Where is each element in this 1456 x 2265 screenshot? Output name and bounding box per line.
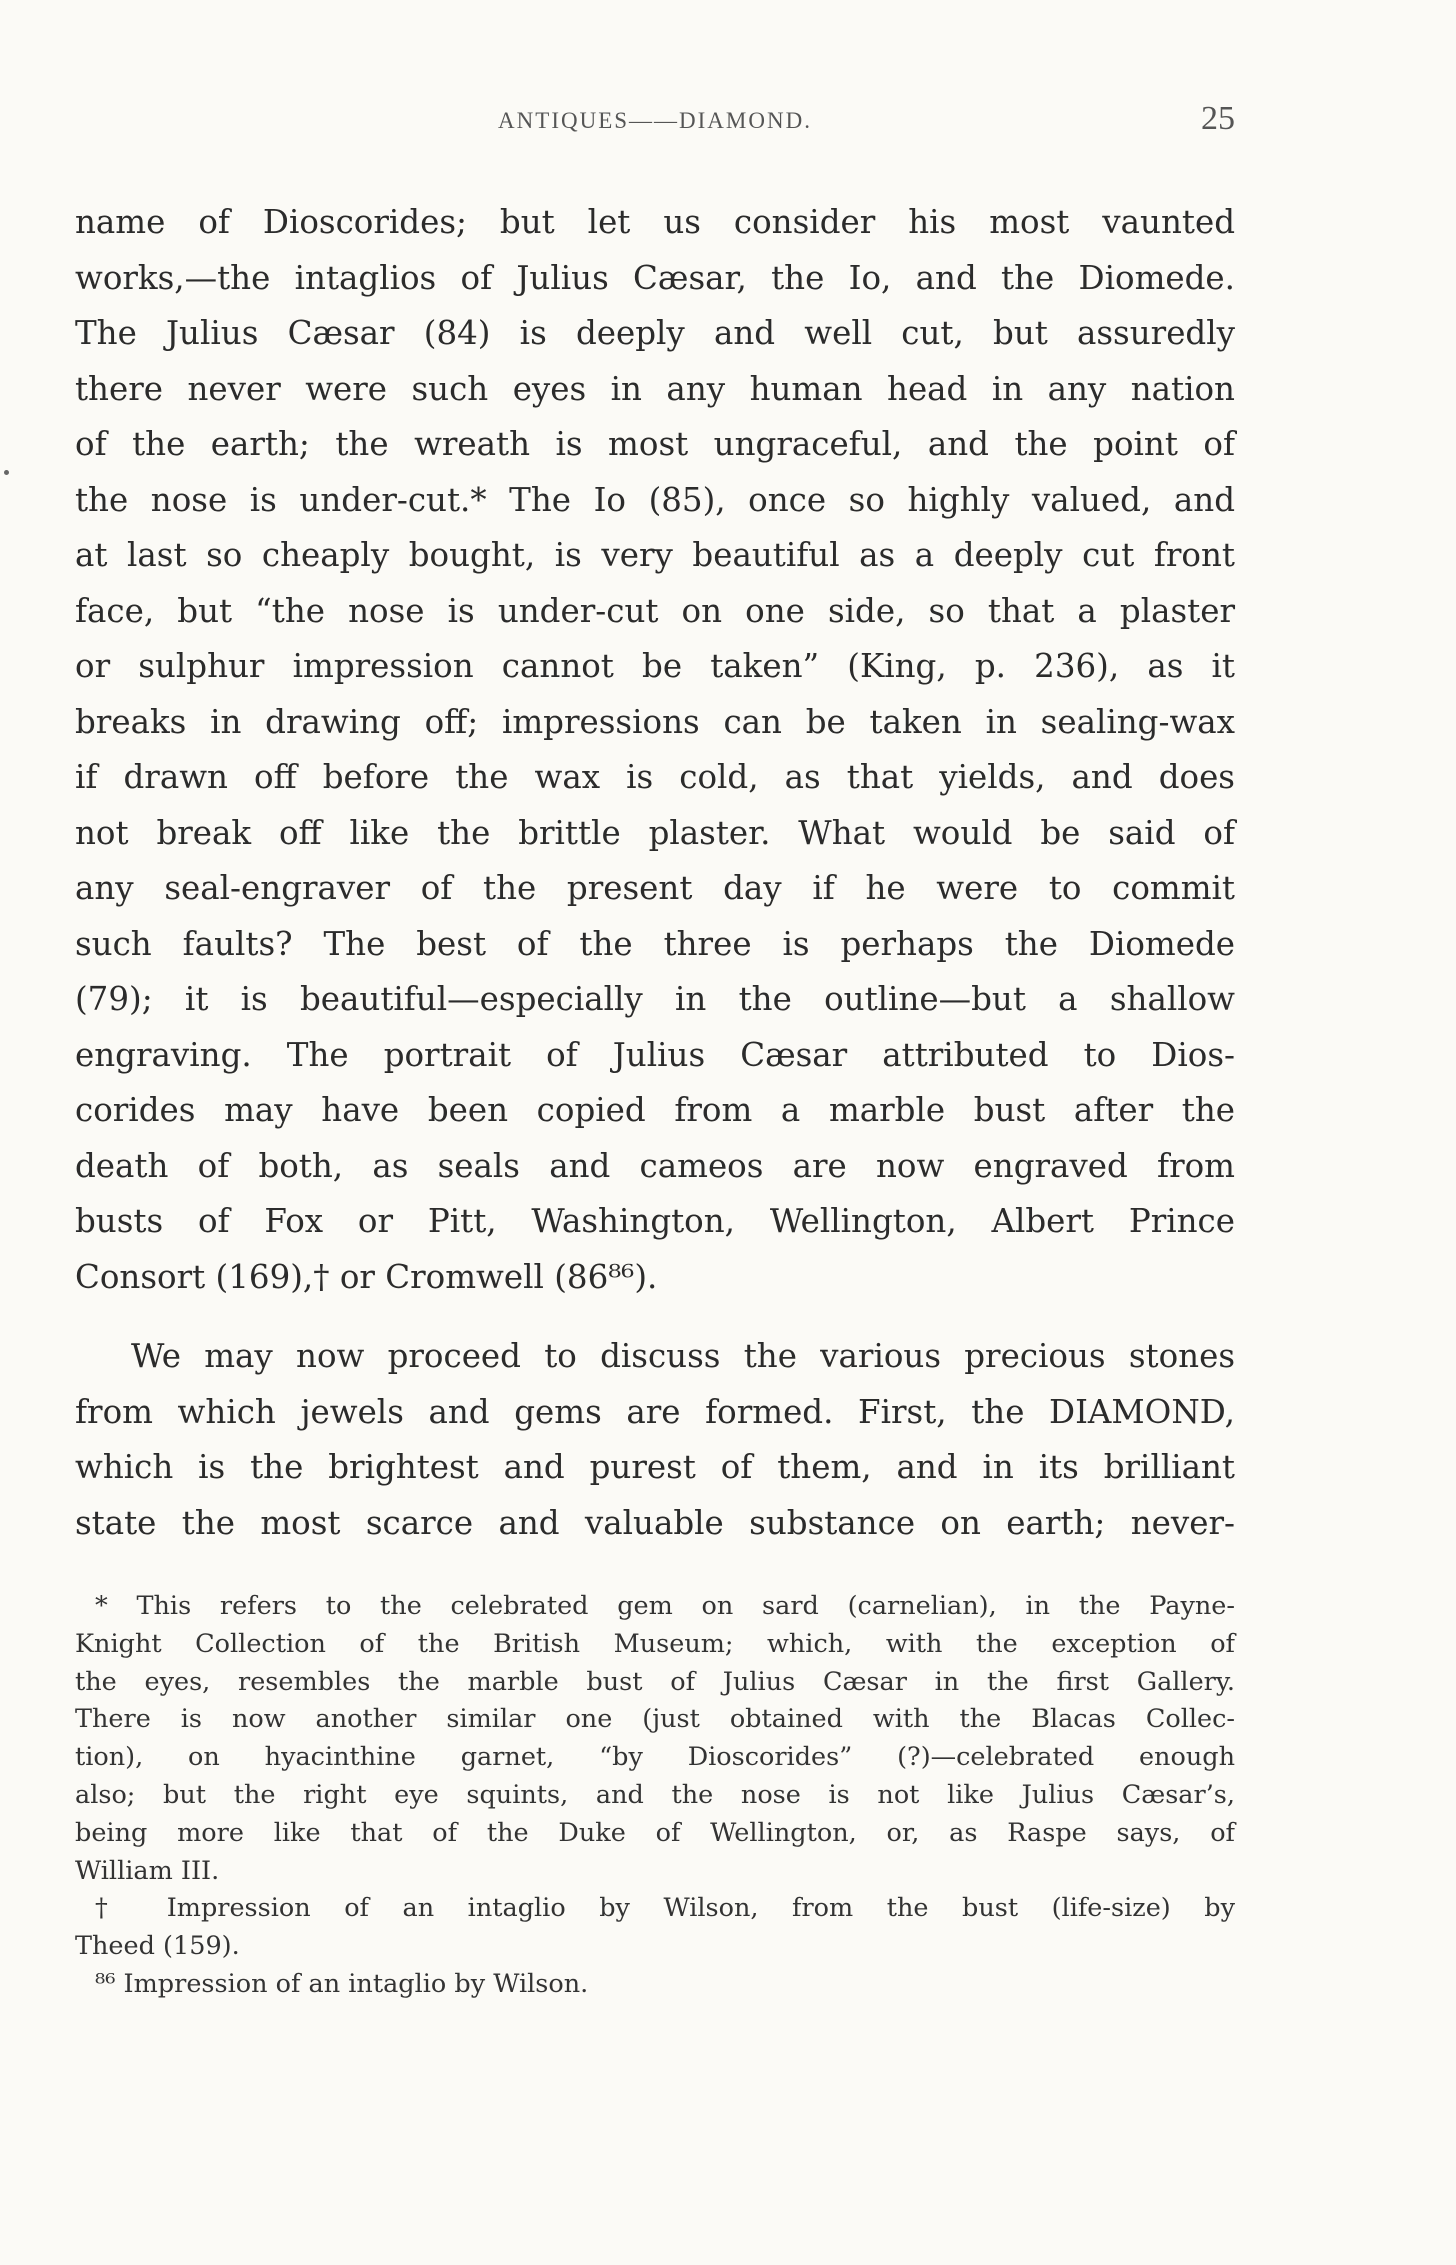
text-line: at last so cheaply bought, is very beautiful as a deeply cut front: [75, 536, 1235, 574]
footnote-line: ⁸⁶ Impression of an intaglio by Wilson.: [95, 1968, 589, 1999]
text-line: state the most scarce and valuable substance on earth; never-: [75, 1503, 1235, 1542]
text-line: corides may have been copied from a marble bust after the: [75, 1091, 1235, 1129]
text-line: death of both, as seals and cameos are now engraved from: [75, 1146, 1235, 1185]
text-line: (79); it is beautiful—especially in the outline—but a shallow: [75, 980, 1235, 1018]
text-line: from which jewels and gems are formed. First, the DIAMOND,: [75, 1392, 1235, 1431]
running-title: ANTIQUES——DIAMOND.: [498, 108, 812, 133]
body-text: [75, 195, 1235, 1551]
footnote-line: the eyes, resembles the marble bust of Julius Cæsar in the first Gallery.: [75, 1666, 1235, 1697]
running-head: [75, 100, 1235, 144]
text-line: engraving. The portrait of Julius Cæsar attributed to Dios-: [75, 1035, 1235, 1074]
page-number: 25: [1201, 100, 1235, 137]
text-line: face, but “the nose is under-cut on one side, so that a plaster: [75, 591, 1235, 630]
paragraph-gap: [75, 1305, 1235, 1329]
text-line: The Julius Cæsar (84) is deeply and well cut, but assuredly: [75, 314, 1235, 352]
footnotes: [75, 1588, 1235, 2004]
footnote-line: There is now another similar one (just obtained with the Blacas Collec-: [75, 1704, 1235, 1735]
footnote-line: also; but the right eye squints, and the nose is not like Julius Cæsar’s,: [75, 1779, 1235, 1810]
text-line: Consort (169),† or Cromwell (86⁸⁶).: [75, 1257, 658, 1296]
text-line: which is the brightest and purest of them, and in its brilliant: [75, 1448, 1235, 1486]
text-line: not break off like the brittle plaster. What would be said of: [75, 813, 1235, 852]
text-line: there never were such eyes in any human head in any nation: [75, 369, 1235, 408]
margin-mark: [4, 470, 9, 475]
text-line: name of Dioscorides; but let us consider his most vaunted: [75, 203, 1235, 241]
text-line: or sulphur impression cannot be taken” (King, p. 236), as it: [75, 647, 1235, 685]
text-line: breaks in drawing off; impressions can be taken in sealing-wax: [75, 702, 1235, 741]
text-line: if drawn off before the wax is cold, as that yields, and does: [75, 758, 1235, 796]
footnote-line: tion), on hyacinthine garnet, “by Dioscorides” (?)—celebrated enough: [75, 1742, 1235, 1773]
footnote-line: * This refers to the celebrated gem on sard (carnelian), in the Payne-: [95, 1591, 1235, 1621]
text-line: busts of Fox or Pitt, Washington, Wellington, Albert Prince: [75, 1202, 1235, 1240]
footnote-line: † Impression of an intaglio by Wilson, from the bust (life-size) by: [95, 1893, 1235, 1924]
footnote-line: William III.: [75, 1855, 220, 1886]
text-line: any seal-engraver of the present day if he were to commit: [75, 869, 1235, 907]
text-line: the nose is under-cut.* The Io (85), once so highly valued, and: [75, 480, 1235, 519]
footnote-line: Theed (159).: [75, 1931, 240, 1962]
text-line: works,—the intaglios of Julius Cæsar, the Io, and the Diomede.: [75, 258, 1235, 297]
text-line: such faults? The best of the three is perhaps the Diomede: [75, 924, 1235, 963]
footnote-line: Knight Collection of the British Museum; which, with the exception of: [75, 1628, 1235, 1659]
text-line: We may now proceed to discuss the various precious stones: [131, 1337, 1235, 1375]
text-line: of the earth; the wreath is most ungraceful, and the point of: [75, 425, 1235, 463]
book-page: [75, 0, 1235, 2265]
footnote-line: being more like that of the Duke of Wellington, or, as Raspe says, of: [75, 1817, 1235, 1848]
